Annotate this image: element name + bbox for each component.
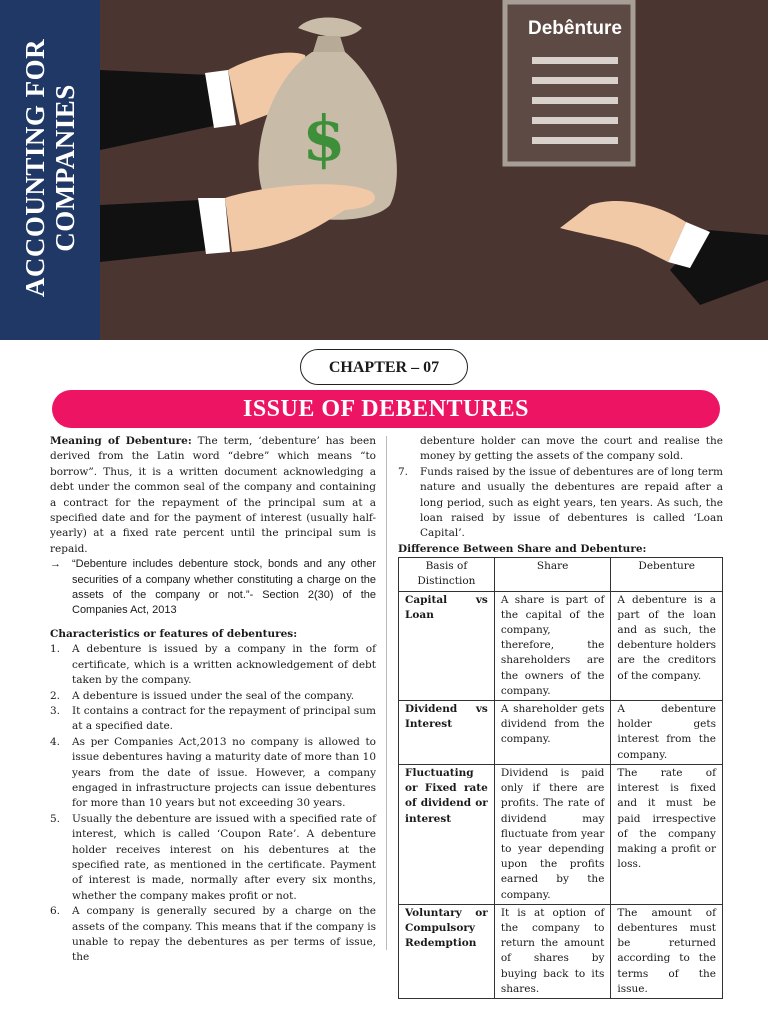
header-cell: Debenture xyxy=(611,558,723,591)
table-row xyxy=(399,764,723,904)
list-item: 2. A debenture is issued under the seal of the company. xyxy=(50,689,355,702)
basis-cell: Voluntary or Compulsory Redemption xyxy=(399,904,495,998)
meaning-text: The term, ‘debenture’ has been derived from the Latin word “debre” which means “to borrow”. Thus, it is a written document acknowledging a debt under the common seal of the company and containing a contract for the repayment of the principal sum at a specified date and for the payment of interest (usually half-yearly) at a fixed rate percent until the principal sum is repaid. xyxy=(50,435,376,555)
chapter-label: CHAPTER – 07 xyxy=(300,349,468,385)
table-row xyxy=(399,701,723,765)
share-cell: Dividend is paid only if there are profits. The rate of dividend may fluctuate from year to year depending upon the profits earned by the company. xyxy=(494,764,611,904)
header-cell: Basis of Distinction xyxy=(399,558,495,591)
debenture-cell: A debenture holder gets interest from the company. xyxy=(611,701,723,765)
hero-illustration xyxy=(0,0,768,340)
table-header-row xyxy=(399,558,723,591)
list-item: 1. A debenture is issued by a company in the form of certificate, which is a written acknowledgement of debt taken by the company. xyxy=(50,643,376,687)
arrow-icon: → xyxy=(50,558,61,571)
list-item: 3. It contains a contract for the repayment of principal sum at a specified date. xyxy=(50,704,376,733)
basis-cell: Fluctuating or Fixed rate of dividend or interest xyxy=(399,764,495,904)
hero-banner xyxy=(0,0,768,340)
right-column xyxy=(398,434,723,999)
difference-heading: Difference Between Share and Debenture: xyxy=(398,542,647,555)
list-item: 5. Usually the debenture are issued with a specified rate of interest, which is called ‘Coupon Rate’. A debenture holder receives interest on his debentures at the specified rate, as mentioned in the certificate. Payment of interest is made, normally after every six months, whether the company makes profit or not. xyxy=(50,812,376,902)
basis-cell: Capital vs Loan xyxy=(399,591,495,700)
sidebar-tab xyxy=(0,0,100,340)
dollar-sign-icon: $ xyxy=(302,102,346,175)
debenture-cell: The rate of interest is fixed and it must be paid irrespective of the company making a profit or loss. xyxy=(611,764,723,904)
list-item: 6. A company is generally secured by a charge on the assets of the company. This means that if the company is unable to repay the debentures as per terms of issue, the xyxy=(50,905,376,964)
column-divider xyxy=(386,436,387,950)
share-cell: A share is part of the capital of the company, therefore, the shareholders are the owners of the company. xyxy=(494,591,611,700)
subject-title xyxy=(20,18,80,318)
meaning-paragraph xyxy=(50,434,376,557)
subject-line-1: ACCOUNTING FOR xyxy=(20,38,50,298)
comparison-table xyxy=(398,557,723,999)
debenture-cell: The amount of debentures must be returned according to the terms of the issue. xyxy=(611,904,723,998)
debenture-cell: A debenture is a part of the loan and as such, the debenture holders are the creditors of the company. xyxy=(611,591,723,700)
header-cell: Share xyxy=(494,558,611,591)
basis-cell: Dividend vs Interest xyxy=(399,701,495,765)
subject-line-2: COMPANIES xyxy=(50,84,80,252)
chapter-title: ISSUE OF DEBENTURES xyxy=(52,390,720,428)
list-item: 7. Funds raised by the issue of debentures are of long term nature and usually the debentures are repaid after a long period, such as eight years, ten years. As such, the loan raised by issue of debentures is called ‘Loan Capital’. xyxy=(398,465,723,540)
document-title: Debênture xyxy=(528,18,622,39)
share-cell: A shareholder gets dividend from the company. xyxy=(494,701,611,765)
list-item-continued: debenture holder can move the court and realise the money by getting the assets of the company sold. xyxy=(420,435,723,463)
characteristics-heading: Characteristics or features of debentures: xyxy=(50,627,298,640)
definition-quote xyxy=(50,557,376,619)
quote-text: “Debenture includes debenture stock, bonds and any other securities of a company whether constituting a charge on the assets of the company or not.”- Section 2(30) of the Companies Act, 2013 xyxy=(72,558,376,617)
table-row xyxy=(399,904,723,998)
list-item: 4. As per Companies Act,2013 no company is allowed to issue debentures having a maturity date of more than 10 years from the date of issue. However, a company engaged in infrastructure projects can issue debentures for more than 10 years but not exceeding 30 years. xyxy=(50,735,376,810)
table-row xyxy=(399,591,723,700)
share-cell: It is at option of the company to return the amount of shares by buying back to its shares. xyxy=(494,904,611,998)
meaning-label: Meaning of Debenture: xyxy=(50,435,192,447)
left-column xyxy=(50,434,376,966)
